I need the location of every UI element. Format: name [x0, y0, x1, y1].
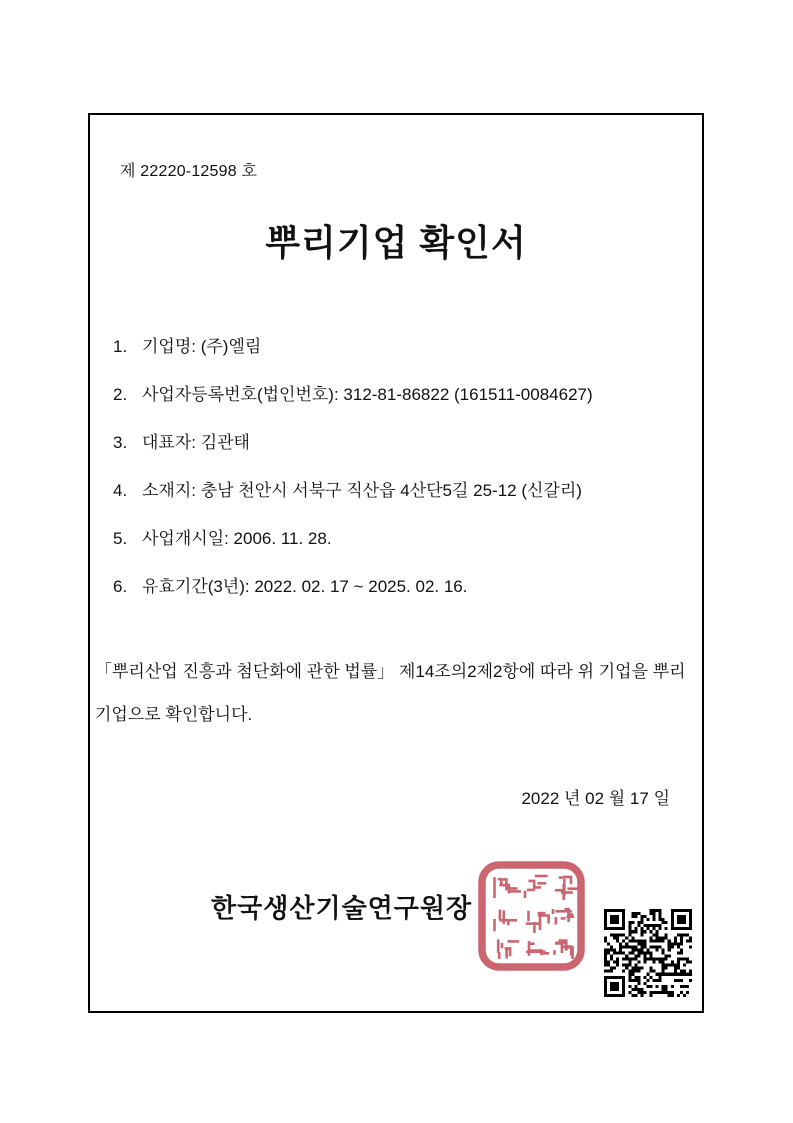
- list-item-text: 사업자등록번호(법인번호): 312-81-86822 (161511-0084627): [142, 385, 593, 404]
- official-seal-stamp-icon: [477, 860, 586, 972]
- list-item: [113, 577, 673, 597]
- list-item: [113, 385, 673, 405]
- list-item-text: 유효기간(3년): 2022. 02. 17 ~ 2025. 02. 16.: [142, 577, 468, 596]
- list-item: [113, 337, 673, 357]
- list-item-text: 사업개시일: 2006. 11. 28.: [142, 529, 332, 548]
- page-title: 뿌리기업 확인서: [265, 222, 527, 263]
- info-list: [113, 337, 673, 625]
- confirmation-statement: 「뿌리산업 진흥과 첨단화에 관한 법률」 제14조의2제2항에 따라 위 기업을 뿌리기업으로 확인합니다.: [95, 662, 686, 724]
- list-item-number: 6.: [113, 577, 128, 596]
- list-item-number: 1.: [113, 337, 128, 356]
- list-item-text: 기업명: (주)엘림: [142, 337, 262, 356]
- issuer-name: 한국생산기술연구원장: [211, 893, 473, 923]
- list-item-number: 2.: [113, 385, 128, 404]
- list-item: [113, 433, 673, 453]
- issue-date: 2022 년 02 월 17 일: [521, 789, 670, 808]
- list-item: [113, 481, 673, 501]
- list-item-number: 5.: [113, 529, 128, 548]
- document-number: 제 22220-12598 호: [120, 163, 258, 180]
- list-item-number: 3.: [113, 433, 128, 452]
- list-item-text: 소재지: 충남 천안시 서북구 직산읍 4산단5길 25-12 (신갈리): [142, 481, 582, 500]
- list-item-number: 4.: [113, 481, 128, 500]
- list-item: [113, 529, 673, 549]
- list-item-text: 대표자: 김관태: [142, 433, 250, 452]
- qr-code: [604, 909, 692, 997]
